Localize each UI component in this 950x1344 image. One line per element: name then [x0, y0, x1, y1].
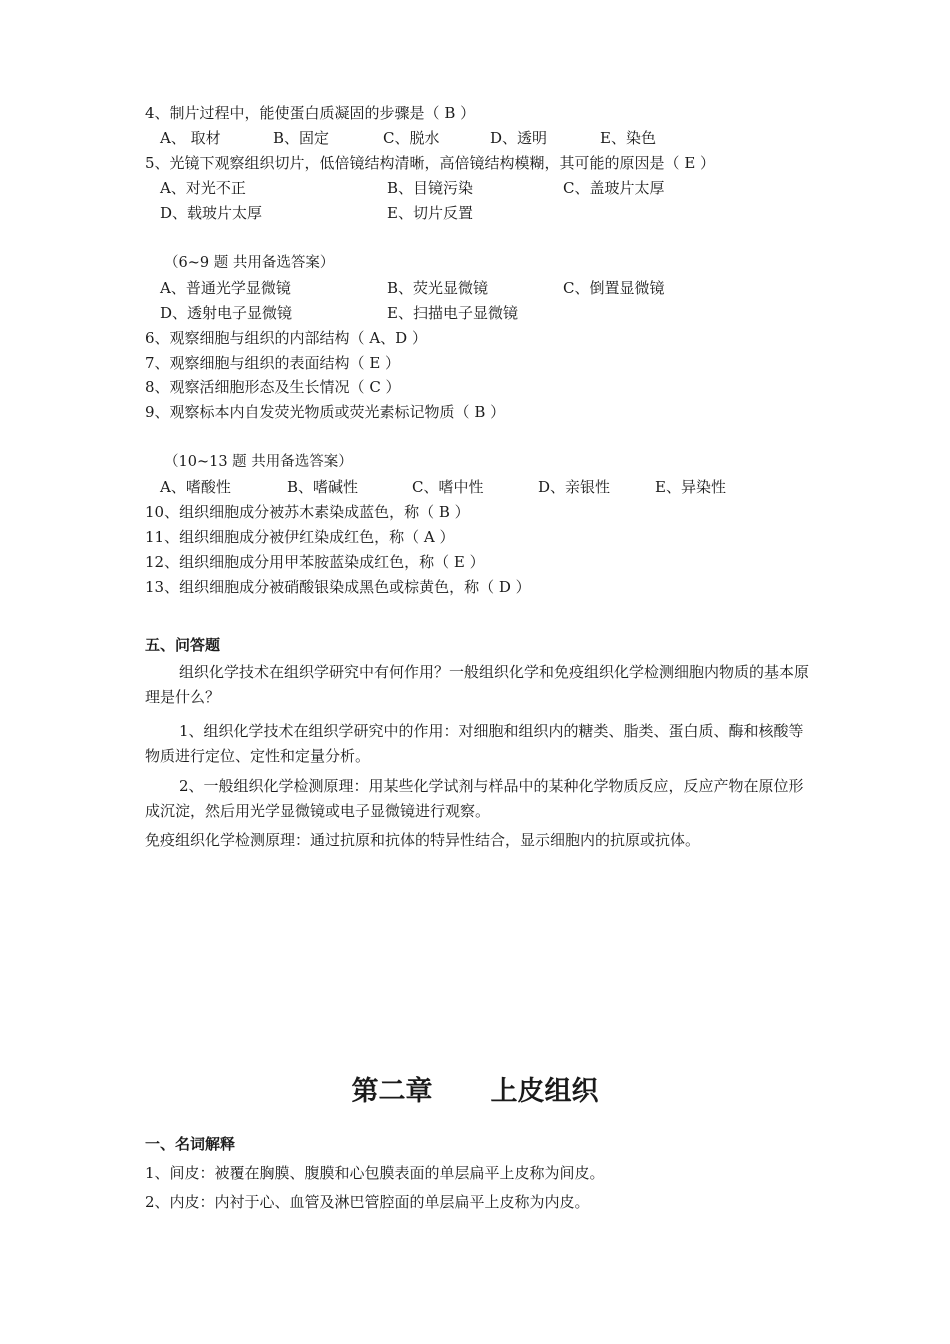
section-5-question: 组织化学技术在组织学研究中有何作用？一般组织化学和免疫组织化学检测细胞内物质的基本原理是什么？ — [145, 663, 810, 706]
section-5-heading: 五、问答题 — [145, 636, 221, 654]
section-5-answer-2: 2、一般组织化学检测原理：用某些化学试剂与样品中的某种化学物质反应，反应产物在原位形成沉淀，然后用光学显微镜或电子显微镜进行观察。 — [145, 777, 804, 820]
q4-option-c: C、脱水 — [383, 129, 440, 147]
q4-option-d: D、透明 — [490, 129, 548, 147]
q4-option-a: A、 取材 — [160, 129, 221, 147]
q4-option-b: B、固定 — [273, 129, 330, 147]
q5-option-c: C、盖玻片太厚 — [563, 179, 665, 197]
g1013-option-b: B、嗜碱性 — [287, 478, 359, 496]
chapter-name: 上皮组织 — [490, 1076, 599, 1107]
question-5-stem: 5、光镜下观察组织切片，低倍镜结构清晰，高倍镜结构模糊，其可能的原因是（ E ） — [145, 154, 716, 172]
question-6: 6、观察细胞与组织的内部结构（ A、D ） — [145, 329, 427, 347]
question-9: 9、观察标本内自发荧光物质或荧光素标记物质（ B ） — [145, 403, 506, 421]
g1013-option-c: C、嗜中性 — [412, 478, 484, 496]
g1013-option-e: E、异染性 — [655, 478, 726, 496]
term-2: 2、内皮：内衬于心、血管及淋巴管腔面的单层扁平上皮称为内皮。 — [145, 1193, 590, 1211]
q4-option-e: E、染色 — [600, 129, 656, 147]
question-7: 7、观察细胞与组织的表面结构（ E ） — [145, 354, 401, 372]
g69-option-e: E、扫描电子显微镜 — [387, 304, 518, 322]
g1013-option-a: A、嗜酸性 — [160, 478, 231, 496]
g1013-option-d: D、亲银性 — [538, 478, 611, 496]
section-5-answer-1: 1、组织化学技术在组织学研究中的作用：对细胞和组织内的糖类、脂类、蛋白质、酶和核酸等物质进行定位、定性和定量分析。 — [145, 722, 804, 765]
g69-option-d: D、透射电子显微镜 — [160, 304, 293, 322]
question-10: 10、组织细胞成分被苏木素染成蓝色，称（ B ） — [145, 503, 470, 521]
question-11: 11、组织细胞成分被伊红染成红色，称（ A ） — [145, 528, 455, 546]
q5-option-e: E、切片反置 — [387, 204, 473, 222]
group-10-13-note: （10~13 题 共用备选答案） — [164, 454, 353, 470]
q5-option-d: D、载玻片太厚 — [160, 204, 263, 222]
question-13: 13、组织细胞成分被硝酸银染成黑色或棕黄色，称（ D ） — [145, 578, 531, 596]
g69-option-c: C、倒置显微镜 — [563, 279, 665, 297]
section-5-answer-3: 免疫组织化学检测原理：通过抗原和抗体的特异性结合，显示细胞内的抗原或抗体。 — [145, 831, 701, 849]
chapter-number: 第二章 — [351, 1076, 433, 1107]
chapter-2-section-1-heading: 一、名词解释 — [145, 1135, 236, 1153]
question-8: 8、观察活细胞形态及生长情况（ C ） — [145, 378, 401, 396]
g69-option-a: A、普通光学显微镜 — [160, 279, 291, 297]
group-6-9-note: （6~9 题 共用备选答案） — [164, 255, 335, 271]
g69-option-b: B、荧光显微镜 — [387, 279, 489, 297]
q5-option-b: B、目镜污染 — [387, 179, 474, 197]
q5-option-a: A、对光不正 — [160, 179, 246, 197]
chapter-title — [0, 1072, 950, 1112]
term-1: 1、间皮：被覆在胸膜、腹膜和心包膜表面的单层扁平上皮称为间皮。 — [145, 1164, 605, 1182]
question-4-stem: 4、制片过程中，能使蛋白质凝固的步骤是（ B ） — [145, 104, 476, 122]
question-12: 12、组织细胞成分用甲苯胺蓝染成红色，称（ E ） — [145, 553, 485, 571]
